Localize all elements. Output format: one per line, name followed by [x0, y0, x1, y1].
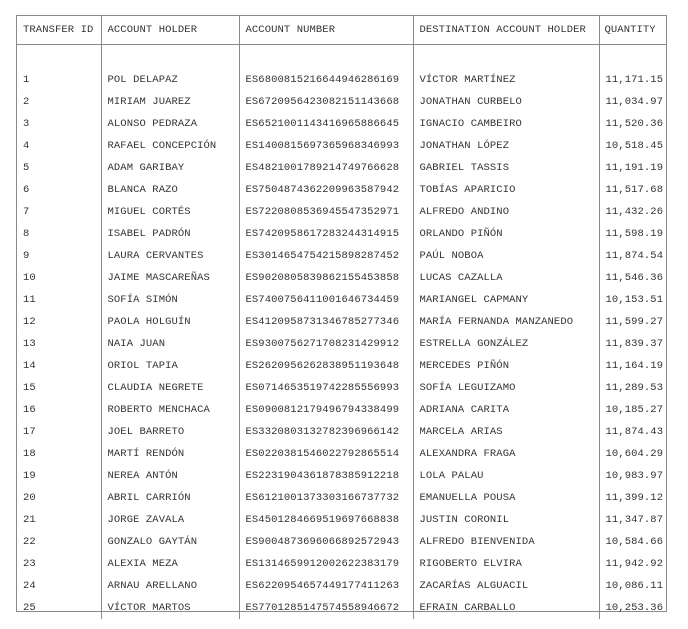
cell-destination-account-holder: MARÍA FERNANDA MANZANEDO: [413, 311, 599, 333]
cell-account-holder: NEREA ANTÓN: [101, 465, 239, 487]
cell-account-number: ES9300756271708231429912: [239, 333, 413, 355]
blank-cell: [599, 45, 666, 70]
cell-transfer-id: 23: [23, 557, 36, 570]
cell-quantity: 11,399.12: [599, 487, 666, 509]
cell-destination-account-holder: LOLA PALAU: [413, 465, 599, 487]
cell-destination-account-holder: TOBÍAS APARICIO: [413, 179, 599, 201]
cell-account-holder: ORIOL TAPIA: [101, 355, 239, 377]
cell-destination-account-holder: JONATHAN CURBELO: [413, 91, 599, 113]
cell-account-number: ES4501284669519697668838: [239, 509, 413, 531]
cell-destination-account-holder: ADRIANA CARITA: [413, 399, 599, 421]
table-header: [17, 16, 666, 45]
header-transfer-id: TRANSFER ID: [17, 16, 101, 45]
table-row: [17, 377, 666, 399]
table-row: [17, 421, 666, 443]
table-row: [17, 597, 666, 619]
blank-cell: [239, 45, 413, 70]
table-row: [17, 575, 666, 597]
header-row: [17, 16, 666, 45]
cell-transfer-id: 20: [23, 491, 36, 504]
cell-account-number: ES7220808536945547352971: [239, 201, 413, 223]
cell-transfer-id: 18: [23, 447, 36, 460]
cell-transfer-id: 17: [23, 425, 36, 438]
table-row: [17, 267, 666, 289]
cell-account-number: ES7420958617283244314915: [239, 223, 413, 245]
cell-quantity: 11,191.19: [599, 157, 666, 179]
cell-destination-account-holder: ESTRELLA GONZÁLEZ: [413, 333, 599, 355]
cell-transfer-id: 25: [23, 601, 36, 614]
cell-account-holder: BLANCA RAZO: [101, 179, 239, 201]
cell-account-number: ES6121001373303166737732: [239, 487, 413, 509]
cell-transfer-id: 12: [23, 315, 36, 328]
cell-account-number: ES6800815216644946286169: [239, 69, 413, 91]
table-row: [17, 201, 666, 223]
table-row: [17, 399, 666, 421]
cell-destination-account-holder: ALEXANDRA FRAGA: [413, 443, 599, 465]
cell-quantity: 11,874.43: [599, 421, 666, 443]
cell-account-holder: VÍCTOR MARTOS: [101, 597, 239, 619]
cell-transfer-id: 1: [23, 73, 30, 86]
cell-account-holder: ALONSO PEDRAZA: [101, 113, 239, 135]
cell-transfer-id: 2: [23, 95, 30, 108]
cell-account-holder: ADAM GARIBAY: [101, 157, 239, 179]
cell-quantity: 11,034.97: [599, 91, 666, 113]
cell-transfer-id: 22: [23, 535, 36, 548]
cell-transfer-id: 3: [23, 117, 30, 130]
cell-quantity: 11,546.36: [599, 267, 666, 289]
table-row: [17, 443, 666, 465]
cell-account-number: ES6521001143416965886645: [239, 113, 413, 135]
table-row: [17, 311, 666, 333]
table-row: [17, 289, 666, 311]
cell-destination-account-holder: PAÚL NOBOA: [413, 245, 599, 267]
cell-transfer-id: 24: [23, 579, 36, 592]
cell-destination-account-holder: JONATHAN LÓPEZ: [413, 135, 599, 157]
cell-account-number: ES4120958731346785277346: [239, 311, 413, 333]
cell-transfer-id: 11: [23, 293, 36, 306]
table-row: [17, 333, 666, 355]
cell-account-number: ES3014654754215898287452: [239, 245, 413, 267]
cell-transfer-id: 6: [23, 183, 30, 196]
cell-account-holder: ABRIL CARRIÓN: [101, 487, 239, 509]
cell-account-holder: LAURA CERVANTES: [101, 245, 239, 267]
cell-account-number: ES9004873696066892572943: [239, 531, 413, 553]
cell-destination-account-holder: SOFÍA LEGUIZAMO: [413, 377, 599, 399]
cell-account-number: ES1314659912002622383179: [239, 553, 413, 575]
cell-destination-account-holder: GABRIEL TASSIS: [413, 157, 599, 179]
table-row: [17, 91, 666, 113]
cell-account-number: ES0900812179496794338499: [239, 399, 413, 421]
cell-transfer-id: 4: [23, 139, 30, 152]
cell-account-number: ES6720956423082151143668: [239, 91, 413, 113]
table-row: [17, 179, 666, 201]
cell-destination-account-holder: VÍCTOR MARTÍNEZ: [413, 69, 599, 91]
cell-account-holder: JOEL BARRETO: [101, 421, 239, 443]
cell-destination-account-holder: JUSTIN CORONIL: [413, 509, 599, 531]
cell-account-holder: POL DELAPAZ: [101, 69, 239, 91]
cell-account-number: ES2231904361878385912218: [239, 465, 413, 487]
cell-account-number: ES9020805839862155453858: [239, 267, 413, 289]
cell-quantity: 10,518.45: [599, 135, 666, 157]
cell-account-holder: MIGUEL CORTÉS: [101, 201, 239, 223]
table-row: [17, 355, 666, 377]
cell-quantity: 10,983.97: [599, 465, 666, 487]
cell-quantity: 11,171.15: [599, 69, 666, 91]
cell-destination-account-holder: IGNACIO CAMBEIRO: [413, 113, 599, 135]
blank-row: [17, 45, 666, 70]
cell-quantity: 11,347.87: [599, 509, 666, 531]
cell-transfer-id: 14: [23, 359, 36, 372]
cell-account-holder: ARNAU ARELLANO: [101, 575, 239, 597]
cell-destination-account-holder: EFRAIN CARBALLO: [413, 597, 599, 619]
cell-destination-account-holder: MARCELA ARIAS: [413, 421, 599, 443]
cell-account-holder: MIRIAM JUAREZ: [101, 91, 239, 113]
cell-transfer-id: 9: [23, 249, 30, 262]
cell-account-holder: PAOLA HOLGUÍN: [101, 311, 239, 333]
cell-quantity: 10,604.29: [599, 443, 666, 465]
cell-account-number: ES1400815697365968346993: [239, 135, 413, 157]
table-row: [17, 465, 666, 487]
cell-quantity: 10,253.36: [599, 597, 666, 619]
cell-transfer-id: 10: [23, 271, 36, 284]
cell-quantity: 11,599.27: [599, 311, 666, 333]
cell-account-holder: ROBERTO MENCHACA: [101, 399, 239, 421]
cell-account-number: ES7701285147574558946672: [239, 597, 413, 619]
blank-cell: [413, 45, 599, 70]
table-row: [17, 113, 666, 135]
header-account-number: ACCOUNT NUMBER: [239, 16, 413, 45]
cell-account-number: ES6220954657449177411263: [239, 575, 413, 597]
blank-cell: [17, 45, 101, 70]
cell-account-number: ES2620956262838951193648: [239, 355, 413, 377]
table-row: [17, 135, 666, 157]
cell-account-holder: JAIME MASCAREÑAS: [101, 267, 239, 289]
cell-transfer-id: 21: [23, 513, 36, 526]
cell-quantity: 10,185.27: [599, 399, 666, 421]
cell-account-number: ES0714653519742285556993: [239, 377, 413, 399]
cell-destination-account-holder: ORLANDO PIÑÓN: [413, 223, 599, 245]
table-row: [17, 157, 666, 179]
table-row: [17, 531, 666, 553]
cell-destination-account-holder: ALFREDO ANDINO: [413, 201, 599, 223]
cell-account-number: ES7504874362209963587942: [239, 179, 413, 201]
cell-account-number: ES4821001789214749766628: [239, 157, 413, 179]
cell-destination-account-holder: ALFREDO BIENVENIDA: [413, 531, 599, 553]
cell-transfer-id: 13: [23, 337, 36, 350]
cell-quantity: 11,517.68: [599, 179, 666, 201]
header-destination-account-holder: DESTINATION ACCOUNT HOLDER: [413, 16, 599, 45]
cell-account-number: ES3320803132782396966142: [239, 421, 413, 443]
cell-quantity: 11,289.53: [599, 377, 666, 399]
cell-transfer-id: 19: [23, 469, 36, 482]
cell-transfer-id: 5: [23, 161, 30, 174]
cell-quantity: 11,432.26: [599, 201, 666, 223]
cell-account-holder: RAFAEL CONCEPCIÓN: [101, 135, 239, 157]
cell-account-holder: ALEXIA MEZA: [101, 553, 239, 575]
cell-transfer-id: 15: [23, 381, 36, 394]
cell-quantity: 11,874.54: [599, 245, 666, 267]
cell-quantity: 11,942.92: [599, 553, 666, 575]
cell-quantity: 10,086.11: [599, 575, 666, 597]
cell-account-holder: GONZALO GAYTÁN: [101, 531, 239, 553]
cell-destination-account-holder: ZACARÍAS ALGUACIL: [413, 575, 599, 597]
transfer-table: [17, 16, 666, 619]
blank-cell: [101, 45, 239, 70]
header-account-holder: ACCOUNT HOLDER: [101, 16, 239, 45]
table-row: [17, 69, 666, 91]
cell-transfer-id: 7: [23, 205, 30, 218]
table-row: [17, 487, 666, 509]
cell-transfer-id: 16: [23, 403, 36, 416]
transfer-table-sheet: [16, 15, 667, 612]
table-row: [17, 223, 666, 245]
cell-quantity: 11,520.36: [599, 113, 666, 135]
cell-quantity: 10,584.66: [599, 531, 666, 553]
cell-destination-account-holder: RIGOBERTO ELVIRA: [413, 553, 599, 575]
cell-quantity: 11,164.19: [599, 355, 666, 377]
table-row: [17, 245, 666, 267]
cell-account-holder: NAIA JUAN: [101, 333, 239, 355]
header-quantity: QUANTITY: [599, 16, 666, 45]
cell-destination-account-holder: EMANUELLA POUSA: [413, 487, 599, 509]
table-row: [17, 553, 666, 575]
cell-account-number: ES0220381546022792865514: [239, 443, 413, 465]
table-row: [17, 509, 666, 531]
cell-account-number: ES7400756411001646734459: [239, 289, 413, 311]
cell-account-holder: MARTÍ RENDÓN: [101, 443, 239, 465]
cell-account-holder: CLAUDIA NEGRETE: [101, 377, 239, 399]
cell-destination-account-holder: LUCAS CAZALLA: [413, 267, 599, 289]
cell-account-holder: JORGE ZAVALA: [101, 509, 239, 531]
cell-quantity: 11,839.37: [599, 333, 666, 355]
table-body: [17, 45, 666, 620]
cell-destination-account-holder: MARIANGEL CAPMANY: [413, 289, 599, 311]
cell-account-holder: ISABEL PADRÓN: [101, 223, 239, 245]
cell-quantity: 11,598.19: [599, 223, 666, 245]
cell-account-holder: SOFÍA SIMÓN: [101, 289, 239, 311]
cell-transfer-id: 8: [23, 227, 30, 240]
cell-quantity: 10,153.51: [599, 289, 666, 311]
cell-destination-account-holder: MERCEDES PIÑÓN: [413, 355, 599, 377]
